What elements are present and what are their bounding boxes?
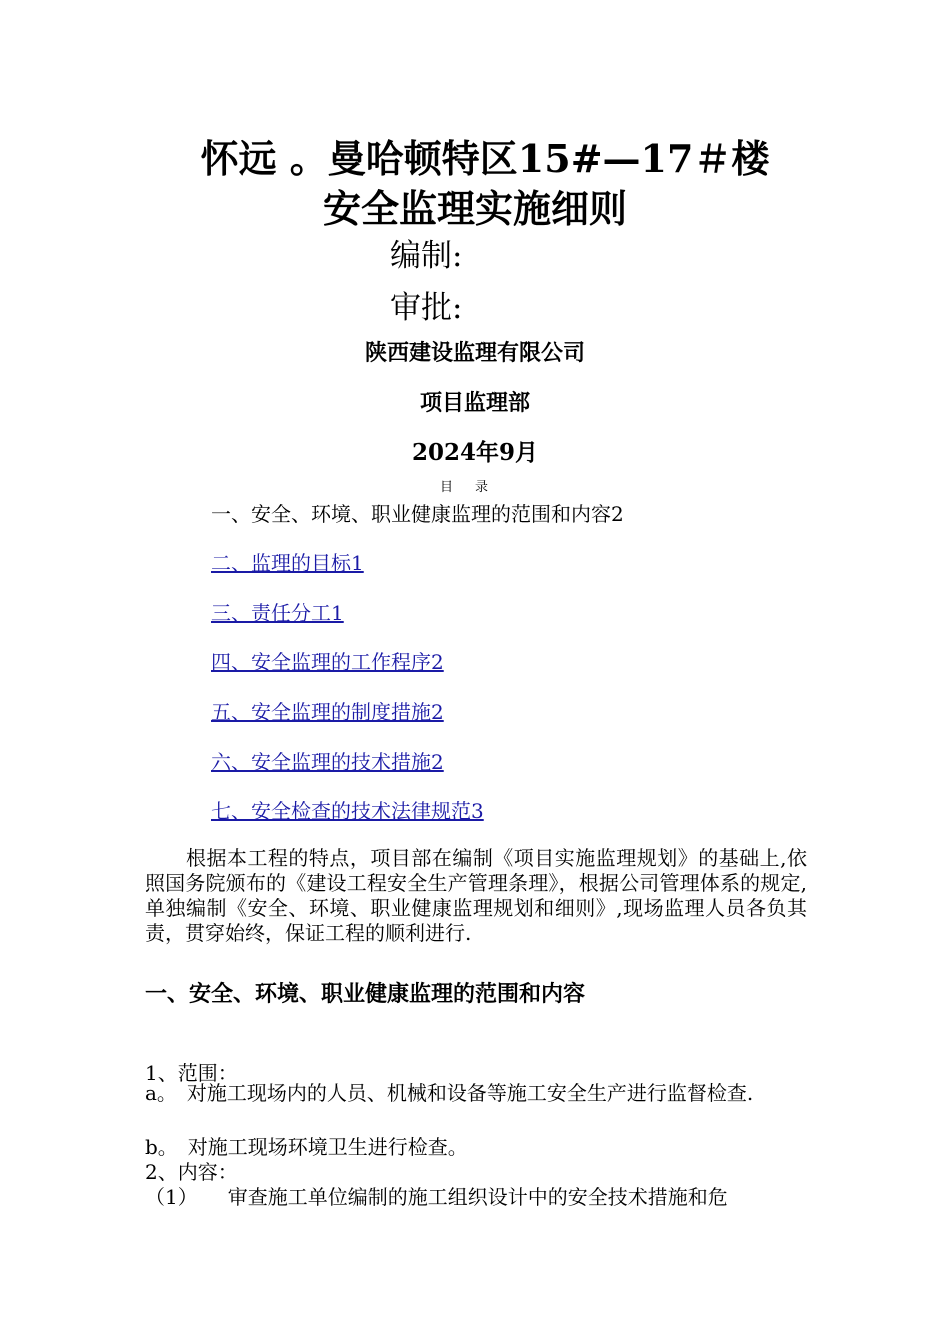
toc-link-4[interactable]: 四、安全监理的工作程序2	[211, 650, 444, 674]
toc-item-7[interactable]	[211, 795, 484, 824]
toc-link-3[interactable]: 三、责任分工1	[211, 601, 344, 625]
toc-link-2[interactable]: 二、监理的目标1	[211, 551, 364, 575]
content-item-1: （1） 审查施工单位编制的施工组织设计中的安全技术措施和危	[145, 1185, 728, 1209]
scope-item-b: b。 对施工现场环境卫生进行检查。	[145, 1135, 468, 1159]
section1-heading: 一、安全、环境、职业健康监理的范围和内容	[145, 981, 586, 1007]
compiler-label: 编制:	[390, 238, 463, 274]
toc-link-5[interactable]: 五、安全监理的制度措施2	[211, 700, 444, 724]
approver-label: 审批:	[390, 290, 463, 326]
toc-item-5[interactable]	[211, 696, 444, 725]
document-title-line2: 安全监理实施细则	[322, 186, 627, 231]
toc-item-3[interactable]	[211, 597, 344, 626]
scope-item-a: a。 对施工现场内的人员、机械和设备等施工安全生产进行监督检查.	[145, 1081, 754, 1105]
content-label: 2、内容：	[145, 1160, 238, 1184]
toc-item-6[interactable]	[211, 746, 444, 775]
document-title-line1: 怀远 。曼哈顿特区15#—17＃楼	[200, 136, 770, 181]
company-name: 陕西建设监理有限公司	[364, 340, 585, 366]
department-name: 项目监理部	[419, 390, 530, 416]
toc-link-6[interactable]: 六、安全监理的技术措施2	[211, 750, 444, 774]
toc-item-1: 一、安全、环境、职业健康监理的范围和内容2	[211, 502, 624, 526]
toc-link-7[interactable]: 七、安全检查的技术法律规范3	[211, 799, 484, 823]
scope-label: 1、范围：	[145, 1061, 238, 1085]
intro-paragraph: 根据本工程的特点，项目部在编制《项目实施监理规划》的基础上,依照国务院颁布的《建设工程安全生产管理条理》，根据公司管理体系的规定,单独编制《安全、环境、职业健康监理规划和细则》,现场监理人员各负其责，贯穿始终，保证工程的顺利进行.	[145, 846, 807, 945]
toc-item-2[interactable]	[211, 547, 364, 576]
toc-heading: 目录	[439, 480, 510, 495]
toc-item-4[interactable]	[211, 646, 444, 675]
document-date: 2024年9月	[411, 439, 539, 466]
